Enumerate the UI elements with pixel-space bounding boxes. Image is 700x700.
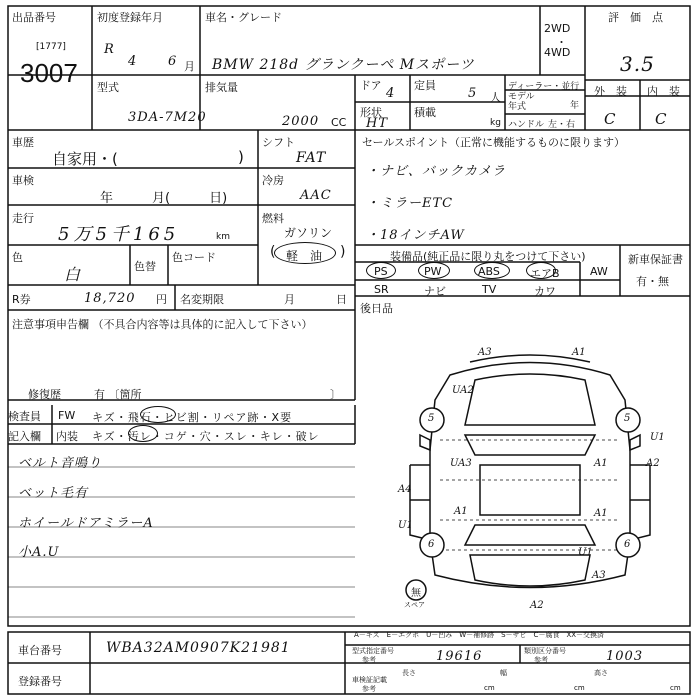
diag-tire-rr: 6 (624, 539, 631, 550)
chassis-value: WBA32AM0907K21981 (106, 640, 291, 656)
handle-label: ハンドル (508, 120, 545, 130)
recycle-value: 18,720 (84, 291, 136, 306)
fuel-label: 燃料 (262, 212, 284, 225)
int-label: 内装 (56, 430, 78, 443)
load-unit: kg (490, 118, 501, 128)
displacement-label: 排気量 (205, 81, 238, 94)
drive-dot: ・ (556, 36, 567, 49)
diag-ua2: UA2 (452, 385, 474, 396)
equip-pw-circle (418, 262, 450, 279)
diag-tire-fl: 5 (428, 413, 435, 424)
diag-spare-label: スペア (404, 601, 425, 609)
displacement-unit: CC (331, 116, 347, 129)
handle-options: 左・右 (548, 120, 576, 130)
shift-value: FAT (296, 150, 327, 166)
name-label: 車名・グレード (205, 11, 282, 24)
inspector-label-2: 記入欄 (8, 430, 41, 443)
inspection-text: 年 月( 日) (100, 191, 228, 206)
height-unit: cm (670, 684, 681, 692)
equipment-label: 装備品(純正品に限り丸をつけて下さい) (390, 250, 586, 263)
grade-label: 評 価 点 (608, 11, 663, 24)
deadline-day: 日 (336, 293, 347, 306)
diag-a3-rear: A3 (592, 570, 606, 581)
color-value: 白 (64, 265, 82, 284)
remark-4: 小A.U (18, 545, 60, 560)
interior-value: C (655, 110, 668, 128)
delivery-label: 後日品 (360, 302, 393, 315)
drive-4wd: 4WD (544, 46, 571, 59)
score-value: 3.5 (620, 52, 655, 76)
fw-items: キズ・飛石・ヒビ割・リペア跡・X要 (92, 411, 293, 424)
reg-year-value: 4 (128, 54, 138, 69)
registration-label: 登録番号 (18, 675, 62, 688)
remark-1: ベルト音鳴り (18, 456, 103, 471)
fuel-selected-circle (274, 242, 336, 264)
equip-abs-circle (474, 262, 510, 279)
aircon-value: AAC (300, 188, 332, 203)
category-sub: 参考 (534, 656, 548, 664)
first-reg-label: 初度登録年月 (97, 11, 163, 24)
sales-points-label: セールスポイント（正常に機能するものに限ります） (362, 136, 626, 149)
diag-a1-left: A1 (454, 506, 468, 517)
lot-label: 出品番号 (12, 11, 56, 24)
cert-sub: 参考 (362, 685, 376, 693)
model-year-label: モデル 年式 (508, 92, 535, 112)
diag-a4-left: A4 (398, 484, 412, 495)
diag-u1-rear: U1 (578, 547, 593, 558)
shape-label: 形状 (360, 106, 382, 119)
exterior-label: 外 装 (594, 85, 627, 98)
sales-point-3: ・18インチAW (366, 228, 465, 243)
diag-u1-right: U1 (650, 432, 665, 443)
equip-pw: PW (424, 265, 442, 278)
model-value: 3DA-7M20 (128, 110, 207, 125)
model-designation-sub: 参考 (362, 656, 376, 664)
height-label: 高さ (594, 669, 608, 677)
fuel-diesel: 軽 油 (286, 249, 323, 263)
recycle-unit: 円 (156, 293, 167, 306)
warranty-value: 有・無 (636, 275, 669, 288)
equip-abs: ABS (478, 265, 500, 278)
aircon-label: 冷房 (262, 174, 284, 187)
car-diagram (380, 340, 680, 620)
diag-tire-fr: 5 (624, 413, 631, 424)
fw-chip-circle (140, 406, 176, 423)
mileage-unit: km (216, 232, 230, 242)
chassis-label: 車台番号 (18, 644, 62, 657)
warranty-label: 新車保証書 (628, 253, 683, 266)
name-value: BMW 218d グランクーペ Mスポーツ (212, 57, 475, 73)
equip-airbag: エアB (530, 267, 560, 280)
year-unit: 年 (570, 101, 580, 111)
deadline-month: 月 (284, 293, 295, 306)
interior-label: 内 装 (647, 85, 680, 98)
repair-close: 〕 (330, 388, 341, 401)
diag-a1-mid: A1 (594, 458, 608, 469)
model-label: 型式 (97, 81, 119, 94)
equip-ps: PS (374, 265, 388, 278)
sales-point-2: ・ミラーETC (366, 196, 454, 211)
deadline-label: 名変期限 (180, 293, 224, 306)
category-value: 1003 (606, 649, 644, 664)
model-designation-value: 19616 (436, 649, 483, 664)
shape-value: HT (366, 116, 389, 131)
drive-2wd: 2WD (544, 22, 571, 35)
repair-label: 修復歴 (28, 388, 61, 401)
equip-ps-circle (366, 262, 396, 279)
history-close: ) (238, 148, 244, 166)
diag-tire-rl: 6 (428, 539, 435, 550)
length-label: 長さ (402, 669, 416, 677)
sales-point-1: ・ナビ、バックカメラ (366, 164, 506, 179)
cert-label: 車検証記載 (352, 676, 387, 684)
mileage-label: 走行 (12, 212, 34, 225)
model-designation-label: 型式指定番号 (352, 647, 394, 655)
fuel-paren-close: ) (340, 244, 346, 260)
lot-code: [1777] (36, 42, 66, 52)
era-value: R (104, 42, 115, 57)
equip-airbag-circle (526, 262, 556, 279)
lot-number: 3007 (20, 58, 78, 88)
equip-leather: カワ (534, 285, 556, 298)
inspection-label: 車検 (12, 174, 34, 187)
repair-value: 有 〔箇所 (94, 388, 142, 401)
diag-a1-right-lower: A1 (594, 508, 608, 519)
color-label: 色 (12, 251, 23, 264)
diag-a1-top-right: A1 (572, 347, 586, 358)
reg-month-value: 6 (168, 54, 178, 69)
remark-3: ホイールドアミラーA (18, 516, 154, 531)
diag-a3-top-left: A3 (478, 347, 492, 358)
notes-label: 注意事項申告欄 （不具合内容等は具体的に記入して下さい） (12, 318, 313, 331)
width-unit: cm (574, 684, 585, 692)
history-value: 自家用・( (52, 150, 118, 168)
shift-label: シフト (262, 136, 295, 149)
damage-legend: A－キズ E－エクボ U－凹み W－補修跡 S－サビ C－腐食 XX－交換済 (354, 631, 605, 639)
equip-aw: AW (590, 265, 608, 278)
capacity-label: 定員 (414, 79, 436, 92)
inspector-label-1: 検査員 (8, 410, 41, 423)
equip-sr: SR (374, 283, 389, 296)
capacity-value: 5 (468, 86, 478, 101)
diag-a2-right: A2 (646, 458, 660, 469)
int-stain-circle (128, 425, 158, 442)
diag-spare-value: 無 (411, 588, 421, 599)
repaint-label: 色替 (134, 260, 156, 273)
width-label: 幅 (500, 669, 507, 677)
remark-2: ベット毛有 (18, 486, 89, 501)
month-unit: 月 (184, 60, 195, 73)
mileage-value: 5万5千165 (58, 224, 180, 245)
color-code-label: 色コード (172, 251, 216, 264)
length-unit: cm (484, 684, 495, 692)
diag-ua3: UA3 (450, 458, 472, 469)
equip-tv: TV (482, 283, 497, 296)
displacement-value: 2000 (282, 114, 320, 129)
exterior-value: C (604, 110, 617, 128)
load-label: 積載 (414, 106, 436, 119)
equip-navi: ナビ (424, 285, 446, 298)
diag-u1-left: U1 (398, 520, 413, 531)
category-label: 類別区分番号 (524, 647, 566, 655)
fuel-gasoline: ガソリン (284, 226, 333, 240)
diag-a2-bottom: A2 (530, 600, 544, 611)
history-label: 車歴 (12, 136, 34, 149)
dealer-label: ディーラー・並行 (508, 82, 580, 92)
int-items: キズ・汚レ・コゲ・穴・スレ・キレ・破レ (92, 430, 320, 443)
doors-value: 4 (386, 86, 396, 101)
capacity-unit: 人 (490, 91, 501, 104)
fuel-paren-open: ( (270, 244, 276, 260)
recycle-label: R券 (12, 293, 31, 306)
fw-label: FW (58, 409, 76, 422)
doors-label: ドア (360, 79, 382, 92)
